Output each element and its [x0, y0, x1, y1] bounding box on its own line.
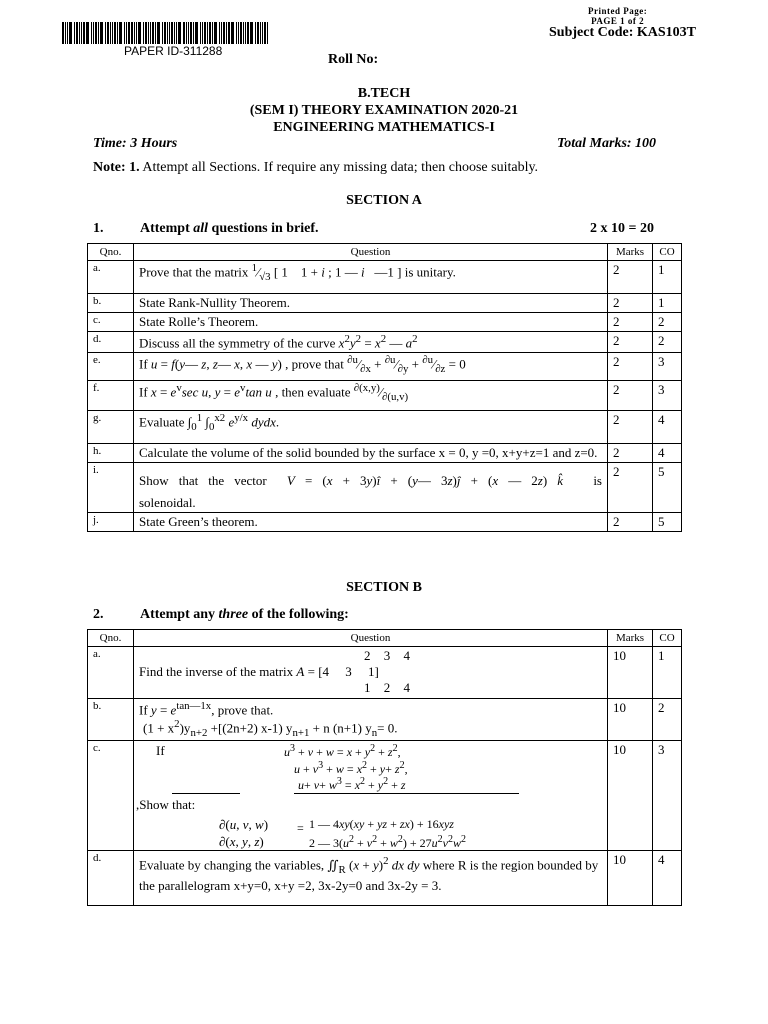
- table-row: [88, 513, 682, 532]
- barcode-bar: [105, 22, 106, 44]
- table-header-row: [88, 244, 682, 261]
- barcode-bar: [74, 22, 75, 44]
- barcode: [62, 22, 294, 44]
- barcode-bar: [214, 22, 217, 44]
- barcode-bar: [262, 22, 263, 44]
- table-header-row: [88, 630, 682, 647]
- q-co: 1: [653, 294, 682, 313]
- barcode-bar: [231, 22, 234, 44]
- section-b-qnumber: 2.: [93, 607, 104, 622]
- table-row: [88, 647, 682, 699]
- table-row: [88, 463, 682, 513]
- q-co: 2: [653, 699, 682, 741]
- barcode-bar: [150, 22, 151, 44]
- barcode-bar: [69, 22, 72, 44]
- barcode-bar: [114, 22, 116, 44]
- barcode-bar: [176, 22, 177, 44]
- barcode-bar: [226, 22, 227, 44]
- col-question: Question: [134, 244, 608, 261]
- barcode-bar: [207, 22, 208, 44]
- col-marks: Marks: [608, 244, 653, 261]
- q-co: 2: [653, 313, 682, 332]
- barcode-bar: [143, 22, 144, 44]
- barcode-bar: [91, 22, 92, 44]
- table-row: [88, 851, 682, 906]
- section-b-title: SECTION B: [346, 580, 422, 595]
- barcode-bar: [162, 22, 163, 44]
- barcode-bar: [157, 22, 160, 44]
- q-co: 2: [653, 332, 682, 353]
- barcode-bar: [267, 22, 268, 44]
- q-no: d.: [88, 851, 134, 906]
- time-allowed: Time: 3 Hours: [93, 136, 178, 151]
- barcode-bar: [236, 22, 237, 44]
- barcode-bar: [219, 22, 220, 44]
- q-no: a.: [88, 647, 134, 699]
- section-a-table: [87, 243, 682, 532]
- barcode-bar: [178, 22, 181, 44]
- q-marks: 2: [608, 332, 653, 353]
- barcode-bar: [171, 22, 173, 44]
- q-co: 1: [653, 261, 682, 294]
- col-question: Question: [134, 630, 608, 647]
- q-co: 4: [653, 411, 682, 444]
- barcode-bar: [79, 22, 80, 44]
- question-text: If u = f(y— z, z— x, x — y) , prove that $^{\partial u}⁄_{\partial x}$ + $^{\partial u}⁄_{\partial y}$ + $^{\partial u}⁄_{\partial z} = 0$: [134, 353, 608, 381]
- q-co: 1: [653, 647, 682, 699]
- barcode-bar: [76, 22, 78, 44]
- barcode-bar: [95, 22, 97, 44]
- q-marks: 10: [608, 647, 653, 699]
- barcode-bar: [255, 22, 256, 44]
- barcode-bar: [169, 22, 170, 44]
- q-no: a.: [88, 261, 134, 294]
- printed-page-label: Printed Page:: [588, 6, 648, 16]
- barcode-bar: [148, 22, 149, 44]
- barcode-bar: [164, 22, 166, 44]
- barcode-bar: [183, 22, 185, 44]
- paper-id: PAPER ID-311288: [124, 44, 223, 58]
- table-row: [88, 353, 682, 381]
- barcode-bar: [250, 22, 253, 44]
- q-no: b.: [88, 699, 134, 741]
- q-marks: 2: [608, 313, 653, 332]
- col-qno: Qno.: [88, 630, 134, 647]
- q-co: 5: [653, 463, 682, 513]
- barcode-bar: [247, 22, 249, 44]
- barcode-bar: [126, 22, 127, 44]
- q-marks: 2: [608, 294, 653, 313]
- barcode-bar: [228, 22, 230, 44]
- section-b-table: [87, 629, 682, 906]
- total-marks: Total Marks: 100: [557, 136, 657, 151]
- subject-title: ENGINEERING MATHEMATICS-I: [273, 120, 495, 135]
- barcode-bar: [193, 22, 194, 44]
- q-marks: 10: [608, 851, 653, 906]
- q-co: 3: [653, 353, 682, 381]
- q-no: e.: [88, 353, 134, 381]
- barcode-bar: [65, 22, 66, 44]
- barcode-bar: [86, 22, 89, 44]
- barcode-bar: [131, 22, 133, 44]
- question-text: Calculate the volume of the solid bounded by the surface x = 0, y =0, x+y+z=1 and z=0.: [134, 444, 608, 463]
- q-marks: 10: [608, 699, 653, 741]
- barcode-bar: [119, 22, 122, 44]
- question-text: Prove that the matrix $^1⁄_{√3}$ [ 1 1 + i ; 1 — i —1 ] is unitary.: [134, 261, 608, 294]
- col-co: CO: [653, 630, 682, 647]
- barcode-bar: [100, 22, 103, 44]
- barcode-bar: [128, 22, 130, 44]
- q-co: 5: [653, 513, 682, 532]
- col-marks: Marks: [608, 630, 653, 647]
- question-text: If $x = e^v\sec$ u, $y = e^v\tan$ u , then evaluate $^{\partial(x,y)}⁄_{\partial(u,v)}$: [134, 381, 608, 411]
- subject-code: Subject Code: KAS103T: [549, 25, 697, 40]
- q-marks: 2: [608, 444, 653, 463]
- question-text: Evaluate $\int_0^1$ $\int_0^{x2}$ $e^{y/x}$ dydx.: [134, 411, 608, 444]
- barcode-bar: [257, 22, 259, 44]
- barcode-bar: [186, 22, 187, 44]
- section-b-instruction: Attempt any three of the following:: [140, 607, 349, 622]
- table-row: [88, 332, 682, 353]
- barcode-bar: [223, 22, 225, 44]
- q-co: 3: [653, 381, 682, 411]
- question-text: State Rolle’s Theorem.: [134, 313, 608, 332]
- barcode-bar: [62, 22, 64, 44]
- barcode-bar: [83, 22, 85, 44]
- barcode-bar: [190, 22, 192, 44]
- table-row: [88, 741, 682, 851]
- barcode-bar: [117, 22, 118, 44]
- q-no: f.: [88, 381, 134, 411]
- table-row: [88, 294, 682, 313]
- table-row: [88, 411, 682, 444]
- table-row: [88, 699, 682, 741]
- barcode-bar: [264, 22, 266, 44]
- barcode-bar: [107, 22, 109, 44]
- barcode-bar: [145, 22, 147, 44]
- q-marks: 2: [608, 513, 653, 532]
- barcode-bar: [174, 22, 175, 44]
- printed-page-number: PAGE 1 of 2: [591, 16, 645, 26]
- q-no: d.: [88, 332, 134, 353]
- barcode-bar: [155, 22, 156, 44]
- section-a-points: 2 x 10 = 20: [590, 221, 654, 236]
- question-text: Discuss all the symmetry of the curve $x^2y^2 = x^2$ — $a^2$: [134, 332, 608, 353]
- q-no: g.: [88, 411, 134, 444]
- q-marks: 10: [608, 741, 653, 851]
- q-marks: 2: [608, 381, 653, 411]
- q-no: i.: [88, 463, 134, 513]
- barcode-bar: [110, 22, 111, 44]
- q-marks: 2: [608, 411, 653, 444]
- question-text: If $u^3 + v + w = x + y^2 + z^2$, $u + v^3 + w = x^2 + y+ z^2$, $u+ v+ w^3 = x^2 + y^2 + z$ ,Show that: ∂(u, v, w) ∂(x, y, z) = 1 — 4xy(xy + yz + zx) + 16xyz 2 — $3(u^2 + v^2 + w^2) + 27u^2v^2w^2$: [134, 741, 608, 851]
- barcode-bar: [152, 22, 154, 44]
- barcode-bar: [81, 22, 82, 44]
- question-text: 2 3 4 Find the inverse of the matrix A = [4 3 1] 1 2 4: [134, 647, 608, 699]
- q-co: 3: [653, 741, 682, 851]
- table-row: [88, 444, 682, 463]
- barcode-bar: [221, 22, 222, 44]
- col-co: CO: [653, 244, 682, 261]
- barcode-bar: [245, 22, 246, 44]
- q-no: j.: [88, 513, 134, 532]
- table-row: [88, 381, 682, 411]
- barcode-bar: [138, 22, 141, 44]
- barcode-bar: [134, 22, 135, 44]
- barcode-bar: [200, 22, 201, 44]
- q-no: c.: [88, 741, 134, 851]
- question-text: State Rank-Nullity Theorem.: [134, 294, 608, 313]
- q-no: b.: [88, 294, 134, 313]
- note: Note: 1. Attempt all Sections. If require any missing data; then choose suitably.: [93, 160, 539, 175]
- roll-no: Roll No:: [328, 52, 379, 67]
- barcode-bar: [202, 22, 203, 44]
- barcode-bar: [240, 22, 242, 44]
- question-text: If $y = e^{tan—1x}$, prove that. $(1 + x^2)y_{n+2} +[(2n+2)$ x-1) $y_{n+1} + n$ (n+1) $y_n= 0$.: [134, 699, 608, 741]
- q-co: 4: [653, 851, 682, 906]
- barcode-bar: [209, 22, 211, 44]
- barcode-bar: [188, 22, 189, 44]
- q-no: c.: [88, 313, 134, 332]
- col-qno: Qno.: [88, 244, 134, 261]
- barcode-bar: [93, 22, 94, 44]
- barcode-bar: [204, 22, 206, 44]
- barcode-bar: [212, 22, 213, 44]
- barcode-bar: [67, 22, 68, 44]
- table-row: [88, 261, 682, 294]
- degree-title: B.TECH: [357, 86, 411, 101]
- q-co: 4: [653, 444, 682, 463]
- table-row: [88, 313, 682, 332]
- q-no: h.: [88, 444, 134, 463]
- barcode-bar: [195, 22, 198, 44]
- question-text: Show that the vector V = (x + 3y)î + (y— 3z)ĵ + (x — 2z) k̂ is solenoidal.: [134, 463, 608, 513]
- barcode-bar: [238, 22, 239, 44]
- barcode-bar: [124, 22, 125, 44]
- barcode-bar: [167, 22, 168, 44]
- question-text: State Green’s theorem.: [134, 513, 608, 532]
- q-marks: 2: [608, 261, 653, 294]
- barcode-bar: [98, 22, 99, 44]
- barcode-bar: [260, 22, 261, 44]
- barcode-bar: [112, 22, 113, 44]
- section-a-qnumber: 1.: [93, 221, 104, 236]
- printed-page: [588, 6, 647, 26]
- section-a-instruction: Attempt all questions in brief.: [140, 221, 319, 236]
- barcode-bar: [136, 22, 137, 44]
- question-text: Evaluate by changing the variables, $∬_R$ $(x + y)^2$ dx dy where R is the region bounded by the parallelogram x+y=0, x+y =2, 3x-2y=0 and 3x-2y = 3.: [134, 851, 608, 906]
- q-marks: 2: [608, 353, 653, 381]
- barcode-bar: [243, 22, 244, 44]
- exam-title: (SEM I) THEORY EXAMINATION 2020-21: [249, 103, 519, 118]
- q-marks: 2: [608, 463, 653, 513]
- section-a-title: SECTION A: [346, 193, 422, 208]
